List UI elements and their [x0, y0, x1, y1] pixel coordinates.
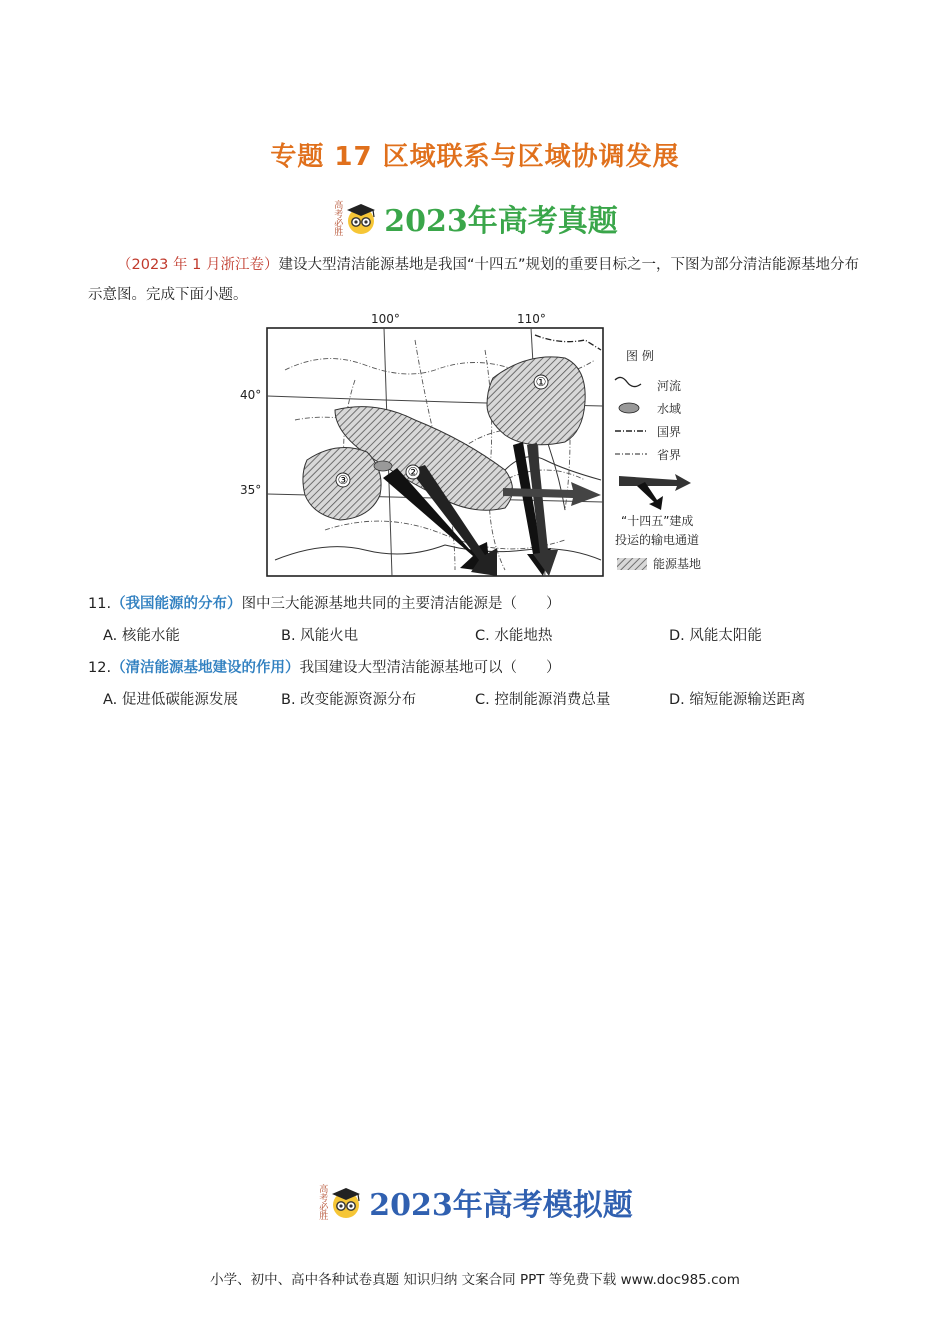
legend-province-border: 省界	[657, 448, 682, 462]
question-stem: 我国建设大型清洁能源基地可以（ ）	[299, 660, 561, 676]
legend-river: 河流	[657, 379, 682, 393]
question-number: 11.	[88, 596, 112, 612]
map-legend	[615, 348, 701, 571]
question-stem: 图中三大能源基地共同的主要清洁能源是（ ）	[241, 596, 561, 612]
marker-3: ③	[337, 473, 349, 487]
legend-water: 水域	[657, 402, 682, 416]
source-label: （2023 年 1 月浙江卷）	[117, 257, 279, 273]
mascot-badge	[317, 1184, 363, 1220]
mascot-icon	[329, 1185, 363, 1219]
question-12	[88, 656, 561, 677]
option-12-c[interactable]: C. 控制能源消费总量	[475, 692, 611, 708]
badge-side-text: 高考必胜	[317, 1184, 328, 1220]
legend-title: 图 例	[626, 349, 654, 363]
marker-1: ①	[535, 375, 547, 389]
question-topic-tag: （清洁能源基地建设的作用）	[111, 660, 300, 676]
question-number: 12.	[88, 660, 112, 676]
option-11-c[interactable]: C. 水能地热	[475, 628, 553, 644]
option-11-b[interactable]: B. 风能火电	[281, 628, 359, 644]
legend-channel-line1: “十四五”建成	[621, 514, 694, 528]
water-body	[374, 461, 392, 471]
legend-national-border: 国界	[657, 425, 682, 439]
legend-water-icon	[619, 403, 639, 413]
legend-base: 能源基地	[653, 557, 702, 571]
intro-text: 建设大型清洁能源基地是我国“十四五”规划的重要目标之一，下图为部分清洁能源基地分布示意图。完成下面小题。	[88, 257, 859, 303]
question-topic-tag: （我国能源的分布）	[111, 596, 242, 612]
banner-text: 2023年高考模拟题	[369, 1188, 633, 1223]
page-footer: 小学、初中、高中各种试卷真题 知识归纳 文案合同 PPT 等免费下载 www.doc985.com	[210, 1272, 740, 1288]
option-12-b[interactable]: B. 改变能源资源分布	[281, 692, 417, 708]
marker-2: ②	[407, 465, 419, 479]
lon-label-110: 110°	[517, 312, 546, 326]
energy-base-map	[265, 310, 705, 580]
mascot-icon	[344, 201, 378, 235]
option-12-a[interactable]: A. 促进低碳能源发展	[103, 692, 238, 708]
intro-paragraph	[88, 250, 868, 310]
option-12-d[interactable]: D. 缩短能源输送距离	[669, 692, 806, 708]
legend-channel-line2: 投运的输电通道	[615, 533, 700, 547]
legend-river-icon	[615, 377, 641, 386]
lat-label-35: 35°	[240, 483, 262, 497]
lon-label-100: 100°	[371, 312, 400, 326]
page-title: 专题 17 区域联系与区域协调发展	[270, 142, 680, 172]
option-11-a[interactable]: A. 核能水能	[103, 628, 180, 644]
legend-channel-icon	[619, 474, 691, 491]
legend-channel-icon-2	[637, 482, 663, 510]
question-11	[88, 592, 561, 613]
option-11-d[interactable]: D. 风能太阳能	[669, 628, 762, 644]
lat-label-40: 40°	[240, 388, 262, 402]
badge-side-text: 高考必胜	[332, 200, 343, 236]
section-banner-real-exam	[0, 196, 950, 240]
legend-base-icon	[617, 558, 647, 570]
mascot-badge	[332, 200, 378, 236]
section-banner-mock-exam	[0, 1180, 950, 1224]
banner-text: 2023年高考真题	[384, 204, 618, 239]
